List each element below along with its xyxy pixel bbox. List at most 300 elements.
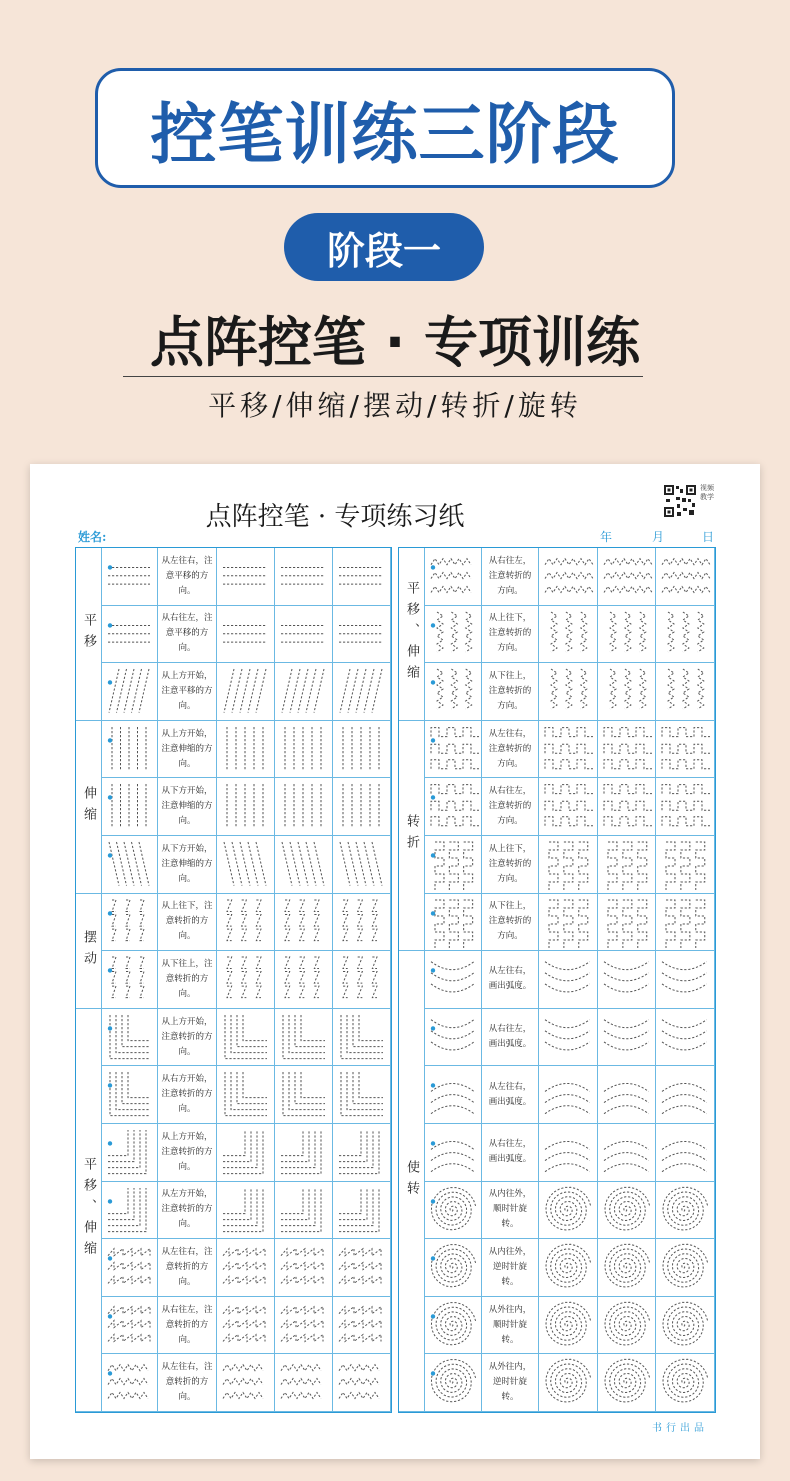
practice-cell[interactable] bbox=[656, 778, 715, 836]
practice-cell[interactable] bbox=[333, 606, 391, 664]
practice-cell[interactable] bbox=[539, 606, 598, 664]
instruction-text: 从下往上，注意转折的方向。 bbox=[488, 901, 532, 942]
category-label: 使转 bbox=[404, 1160, 419, 1203]
practice-cell[interactable] bbox=[217, 1066, 275, 1124]
vline-trace-icon bbox=[217, 721, 273, 777]
example-cell bbox=[425, 1066, 482, 1124]
spiral-trace-icon bbox=[656, 1182, 713, 1238]
example-cell bbox=[425, 894, 482, 952]
arcdown-trace-icon bbox=[598, 1009, 655, 1065]
spiral-trace-icon bbox=[656, 1297, 713, 1353]
corner2-trace-icon bbox=[333, 1124, 389, 1180]
practice-cell[interactable] bbox=[275, 663, 333, 721]
main-title-box bbox=[95, 68, 675, 188]
practice-cell[interactable] bbox=[656, 894, 715, 952]
practice-cell[interactable] bbox=[656, 721, 715, 779]
practice-cell[interactable] bbox=[598, 836, 657, 894]
example-cell bbox=[425, 778, 482, 836]
left-category-3 bbox=[76, 1009, 102, 1412]
instruction-text: 从内往外，顺时针旋转。 bbox=[488, 1189, 532, 1230]
instruction-text: 从外往内，逆时针旋转。 bbox=[488, 1362, 532, 1403]
zig-trace-icon bbox=[333, 951, 389, 1007]
practice-cell[interactable] bbox=[598, 1354, 657, 1412]
instruction-cell bbox=[158, 1009, 217, 1067]
instruction-cell bbox=[158, 721, 217, 779]
main-title: 控笔训练三阶段 bbox=[150, 95, 620, 173]
corner-trace-icon bbox=[275, 1066, 331, 1122]
instruction-text: 从左往右，注意转折的方向。 bbox=[161, 1246, 213, 1287]
hline-pattern-icon bbox=[102, 548, 156, 604]
spiral-trace-icon bbox=[598, 1182, 655, 1238]
practice-cell[interactable] bbox=[217, 1182, 275, 1240]
instruction-cell bbox=[482, 778, 539, 836]
instruction-cell bbox=[158, 1354, 217, 1412]
practice-cell[interactable] bbox=[275, 606, 333, 664]
practice-cell[interactable] bbox=[275, 1009, 333, 1067]
wave-pattern-icon bbox=[102, 1354, 156, 1410]
zig-pattern-icon bbox=[102, 951, 156, 1007]
practice-cell[interactable] bbox=[275, 778, 333, 836]
instruction-cell bbox=[482, 1124, 539, 1182]
slant2-pattern-icon bbox=[102, 836, 156, 892]
left-category-0 bbox=[76, 548, 102, 721]
instruction-cell bbox=[158, 1239, 217, 1297]
meander-pattern-icon bbox=[425, 721, 480, 777]
stage-badge: 阶段一 bbox=[284, 213, 484, 281]
practice-cell[interactable] bbox=[656, 1239, 715, 1297]
practice-cell[interactable] bbox=[333, 778, 391, 836]
instruction-text: 从右往左，画出弧度。 bbox=[488, 1139, 532, 1165]
practice-cell[interactable] bbox=[656, 1297, 715, 1355]
corner-trace-icon bbox=[333, 1009, 389, 1065]
instruction-text: 从上方开始，注意转折的方向。 bbox=[161, 1016, 213, 1057]
practice-cell[interactable] bbox=[598, 951, 657, 1009]
wave-trace-icon bbox=[217, 1354, 273, 1410]
slant-trace-icon bbox=[333, 663, 389, 719]
instruction-cell bbox=[482, 894, 539, 952]
practice-cell[interactable] bbox=[539, 1297, 598, 1355]
practice-cell[interactable] bbox=[598, 778, 657, 836]
category-label: 伸缩 bbox=[81, 785, 96, 828]
zig-pattern-icon bbox=[102, 894, 156, 950]
spiral-trace-icon bbox=[598, 1354, 655, 1410]
practice-cell[interactable] bbox=[598, 1124, 657, 1182]
vline-trace-icon bbox=[217, 778, 273, 834]
practice-cell[interactable] bbox=[539, 1239, 598, 1297]
meander-trace-icon bbox=[656, 778, 713, 834]
spiral-trace-icon bbox=[598, 1297, 655, 1353]
vzig-trace-icon bbox=[598, 663, 655, 719]
corner2-trace-icon bbox=[333, 1182, 389, 1238]
meander-trace-icon bbox=[656, 721, 713, 777]
corner-pattern-icon bbox=[102, 1009, 156, 1065]
arcup-trace-icon bbox=[656, 1066, 713, 1122]
arcup-trace-icon bbox=[598, 1066, 655, 1122]
instruction-text: 从下往上，注意转折的方向。 bbox=[161, 958, 213, 999]
category-label: 平移、伸缩 bbox=[81, 1157, 96, 1263]
zig-trace-icon bbox=[333, 894, 389, 950]
zig-trace-icon bbox=[275, 951, 331, 1007]
saw-trace-icon bbox=[217, 1239, 273, 1295]
practice-cell[interactable] bbox=[275, 721, 333, 779]
practice-cell[interactable] bbox=[333, 951, 391, 1009]
slant-trace-icon bbox=[217, 663, 273, 719]
practice-cell[interactable] bbox=[217, 1354, 275, 1412]
practice-cell[interactable] bbox=[217, 778, 275, 836]
instruction-text: 从左往右，注意转折的方向。 bbox=[488, 728, 532, 769]
zig-trace-icon bbox=[275, 894, 331, 950]
instruction-cell bbox=[482, 548, 539, 606]
practice-cell[interactable] bbox=[275, 1239, 333, 1297]
instruction-cell bbox=[158, 548, 217, 606]
instruction-text: 从左往右，画出弧度。 bbox=[488, 966, 532, 992]
practice-cell[interactable] bbox=[217, 836, 275, 894]
practice-cell[interactable] bbox=[539, 951, 598, 1009]
left-category-2 bbox=[76, 894, 102, 1009]
meander-trace-icon bbox=[598, 778, 655, 834]
spiral-pattern-icon bbox=[425, 1239, 480, 1295]
instruction-text: 从上方开始，注意平移的方向。 bbox=[161, 670, 213, 711]
example-cell bbox=[102, 1124, 158, 1182]
vzig-trace-icon bbox=[539, 606, 596, 662]
practice-cell[interactable] bbox=[275, 894, 333, 952]
hline-trace-icon bbox=[275, 548, 331, 604]
example-cell bbox=[102, 1182, 158, 1240]
arcdown-pattern-icon bbox=[425, 951, 480, 1007]
vmeander-trace-icon bbox=[598, 894, 655, 950]
example-cell bbox=[425, 606, 482, 664]
practice-cell[interactable] bbox=[598, 606, 657, 664]
meander-pattern-icon bbox=[425, 778, 480, 834]
spiral-trace-icon bbox=[656, 1239, 713, 1295]
corner2-pattern-icon bbox=[102, 1124, 156, 1180]
spiral-trace-icon bbox=[539, 1239, 596, 1295]
practice-cell[interactable] bbox=[598, 1182, 657, 1240]
practice-cell[interactable] bbox=[539, 836, 598, 894]
subtitle: 点阵控笔 · 专项训练 bbox=[149, 311, 641, 374]
spiral-trace-icon bbox=[539, 1182, 596, 1238]
wave-trace-icon bbox=[539, 548, 596, 604]
instruction-text: 从上往下，注意转折的方向。 bbox=[488, 843, 532, 884]
arcdown-pattern-icon bbox=[425, 1009, 480, 1065]
example-cell bbox=[425, 836, 482, 894]
practice-cell[interactable] bbox=[217, 951, 275, 1009]
vmeander-pattern-icon bbox=[425, 894, 480, 950]
practice-cell[interactable] bbox=[656, 1354, 715, 1412]
vzig-trace-icon bbox=[598, 606, 655, 662]
instruction-text: 从右方开始，注意转折的方向。 bbox=[161, 1074, 213, 1115]
vline-pattern-icon bbox=[102, 721, 156, 777]
saw-trace-icon bbox=[333, 1297, 389, 1353]
instruction-text: 从右往左，注意转折的方向。 bbox=[161, 1304, 213, 1345]
example-cell bbox=[102, 836, 158, 894]
practice-cell[interactable] bbox=[275, 1066, 333, 1124]
saw-trace-icon bbox=[275, 1297, 331, 1353]
practice-cell[interactable] bbox=[656, 1124, 715, 1182]
instruction-cell bbox=[158, 951, 217, 1009]
vzig-trace-icon bbox=[539, 663, 596, 719]
example-cell bbox=[425, 663, 482, 721]
example-cell bbox=[425, 721, 482, 779]
instruction-text: 从右往左，注意转折的方向。 bbox=[488, 786, 532, 827]
left-category-1 bbox=[76, 721, 102, 894]
practice-cell[interactable] bbox=[656, 836, 715, 894]
instruction-cell bbox=[482, 836, 539, 894]
zig-trace-icon bbox=[217, 894, 273, 950]
practice-cell[interactable] bbox=[539, 778, 598, 836]
practice-cell[interactable] bbox=[333, 1354, 391, 1412]
right-category-1 bbox=[399, 721, 425, 951]
hline-trace-icon bbox=[217, 606, 273, 662]
example-cell bbox=[425, 951, 482, 1009]
corner-trace-icon bbox=[275, 1009, 331, 1065]
example-cell bbox=[102, 1297, 158, 1355]
example-cell bbox=[102, 1239, 158, 1297]
practice-cell[interactable] bbox=[333, 836, 391, 894]
instruction-cell bbox=[482, 1354, 539, 1412]
practice-sheet bbox=[30, 464, 760, 1459]
example-cell bbox=[102, 1354, 158, 1412]
instruction-text: 从右往左，注意转折的方向。 bbox=[488, 555, 532, 596]
example-cell bbox=[425, 1297, 482, 1355]
practice-cell[interactable] bbox=[539, 548, 598, 606]
practice-cell[interactable] bbox=[275, 1124, 333, 1182]
arcdown-trace-icon bbox=[539, 951, 596, 1007]
corner-trace-icon bbox=[217, 1066, 273, 1122]
instruction-cell bbox=[158, 1124, 217, 1182]
instruction-text: 从上方开始，注意转折的方向。 bbox=[161, 1131, 213, 1172]
spiral-pattern-icon bbox=[425, 1297, 480, 1353]
instruction-cell bbox=[158, 606, 217, 664]
spiral-trace-icon bbox=[539, 1354, 596, 1410]
instruction-text: 从外往内，顺时针旋转。 bbox=[488, 1304, 532, 1345]
practice-cell[interactable] bbox=[598, 894, 657, 952]
right-category-0 bbox=[399, 548, 425, 721]
instruction-text: 从上往下，注意转折的方向。 bbox=[488, 613, 532, 654]
practice-cell[interactable] bbox=[217, 1009, 275, 1067]
practice-cell[interactable] bbox=[656, 548, 715, 606]
corner2-pattern-icon bbox=[102, 1182, 156, 1238]
instruction-text: 从右往左，注意平移的方向。 bbox=[161, 613, 213, 654]
practice-cell[interactable] bbox=[598, 721, 657, 779]
practice-cell[interactable] bbox=[275, 548, 333, 606]
category-label: 转折 bbox=[404, 814, 419, 857]
example-cell bbox=[102, 606, 158, 664]
meander-trace-icon bbox=[539, 721, 596, 777]
instruction-text: 从上往下，注意转折的方向。 bbox=[161, 901, 213, 942]
meander-trace-icon bbox=[539, 778, 596, 834]
instruction-cell bbox=[158, 894, 217, 952]
arcup-trace-icon bbox=[656, 1124, 713, 1180]
practice-cell[interactable] bbox=[217, 721, 275, 779]
right-panel bbox=[398, 547, 716, 1413]
vmeander-trace-icon bbox=[656, 894, 713, 950]
vline-trace-icon bbox=[333, 721, 389, 777]
hline-pattern-icon bbox=[102, 606, 156, 662]
instruction-cell bbox=[482, 1066, 539, 1124]
date-month: 月 bbox=[652, 530, 665, 544]
wave-trace-icon bbox=[598, 548, 655, 604]
arcdown-trace-icon bbox=[598, 951, 655, 1007]
category-label: 摆动 bbox=[81, 929, 96, 972]
slant-trace-icon bbox=[275, 663, 331, 719]
practice-cell[interactable] bbox=[598, 548, 657, 606]
wave-trace-icon bbox=[333, 1354, 389, 1410]
practice-cell[interactable] bbox=[275, 951, 333, 1009]
practice-cell[interactable] bbox=[217, 606, 275, 664]
practice-cell[interactable] bbox=[333, 663, 391, 721]
divider bbox=[123, 376, 643, 377]
spiral-trace-icon bbox=[539, 1297, 596, 1353]
practice-cell[interactable] bbox=[539, 663, 598, 721]
arcup-pattern-icon bbox=[425, 1124, 480, 1180]
practice-cell[interactable] bbox=[539, 1354, 598, 1412]
practice-cell[interactable] bbox=[539, 894, 598, 952]
wave-pattern-icon bbox=[425, 548, 480, 604]
example-cell bbox=[102, 663, 158, 721]
practice-cell[interactable] bbox=[217, 663, 275, 721]
vmeander-trace-icon bbox=[656, 836, 713, 892]
practice-cell[interactable] bbox=[217, 1297, 275, 1355]
practice-cell[interactable] bbox=[333, 1066, 391, 1124]
right-category-2 bbox=[399, 951, 425, 1412]
corner2-trace-icon bbox=[217, 1124, 273, 1180]
category-label: 平移 bbox=[81, 612, 96, 655]
practice-cell[interactable] bbox=[656, 606, 715, 664]
practice-cell[interactable] bbox=[539, 1182, 598, 1240]
saw-pattern-icon bbox=[102, 1239, 156, 1295]
example-cell bbox=[102, 1009, 158, 1067]
arcup-trace-icon bbox=[539, 1124, 596, 1180]
instruction-cell bbox=[158, 778, 217, 836]
saw-pattern-icon bbox=[102, 1297, 156, 1353]
practice-cell[interactable] bbox=[539, 1124, 598, 1182]
corner2-trace-icon bbox=[275, 1124, 331, 1180]
saw-trace-icon bbox=[217, 1297, 273, 1353]
instruction-text: 从左方开始，注意转折的方向。 bbox=[161, 1189, 213, 1230]
practice-cell[interactable] bbox=[333, 548, 391, 606]
spiral-pattern-icon bbox=[425, 1354, 480, 1410]
instruction-cell bbox=[158, 663, 217, 721]
practice-cell[interactable] bbox=[217, 894, 275, 952]
meander-trace-icon bbox=[598, 721, 655, 777]
slant2-trace-icon bbox=[217, 836, 273, 892]
corner-pattern-icon bbox=[102, 1066, 156, 1122]
practice-cell[interactable] bbox=[333, 1297, 391, 1355]
practice-cell[interactable] bbox=[333, 721, 391, 779]
instruction-text: 从下方开始，注意伸缩的方向。 bbox=[161, 843, 213, 884]
practice-cell[interactable] bbox=[275, 1354, 333, 1412]
saw-trace-icon bbox=[333, 1239, 389, 1295]
practice-cell[interactable] bbox=[275, 836, 333, 894]
practice-cell[interactable] bbox=[539, 1066, 598, 1124]
instruction-text: 从下方开始，注意伸缩的方向。 bbox=[161, 786, 213, 827]
vline-trace-icon bbox=[275, 721, 331, 777]
instruction-text: 从下往上，注意转折的方向。 bbox=[488, 670, 532, 711]
example-cell bbox=[425, 1239, 482, 1297]
vmeander-trace-icon bbox=[598, 836, 655, 892]
practice-cell[interactable] bbox=[333, 1182, 391, 1240]
instruction-text: 从左往右，注意转折的方向。 bbox=[161, 1362, 213, 1403]
example-cell bbox=[102, 548, 158, 606]
instruction-text: 从右往左，画出弧度。 bbox=[488, 1024, 532, 1050]
zig-trace-icon bbox=[217, 951, 273, 1007]
practice-cell[interactable] bbox=[656, 1182, 715, 1240]
example-cell bbox=[425, 1354, 482, 1412]
category-label: 平移、伸缩 bbox=[404, 581, 419, 687]
arcup-trace-icon bbox=[598, 1124, 655, 1180]
skills-list: 平移/伸缩/摆动/转折/旋转 bbox=[208, 389, 582, 422]
vmeander-trace-icon bbox=[539, 894, 596, 950]
practice-cell[interactable] bbox=[656, 1009, 715, 1067]
practice-cell[interactable] bbox=[217, 1124, 275, 1182]
practice-cell[interactable] bbox=[333, 1239, 391, 1297]
example-cell bbox=[102, 721, 158, 779]
practice-cell[interactable] bbox=[598, 1239, 657, 1297]
example-cell bbox=[102, 1066, 158, 1124]
hline-trace-icon bbox=[333, 548, 389, 604]
corner2-trace-icon bbox=[217, 1182, 273, 1238]
instruction-cell bbox=[158, 836, 217, 894]
practice-cell[interactable] bbox=[598, 1066, 657, 1124]
practice-cell[interactable] bbox=[333, 1124, 391, 1182]
instruction-cell bbox=[482, 951, 539, 1009]
practice-cell[interactable] bbox=[275, 1182, 333, 1240]
name-label: 姓名: bbox=[78, 530, 107, 544]
instruction-cell bbox=[482, 1182, 539, 1240]
practice-cell[interactable] bbox=[656, 663, 715, 721]
instruction-text: 从上方开始，注意伸缩的方向。 bbox=[161, 728, 213, 769]
wave-trace-icon bbox=[275, 1354, 331, 1410]
instruction-cell bbox=[482, 1239, 539, 1297]
vline-trace-icon bbox=[275, 778, 331, 834]
practice-cell[interactable] bbox=[656, 1066, 715, 1124]
vzig-trace-icon bbox=[656, 606, 713, 662]
practice-cell[interactable] bbox=[656, 951, 715, 1009]
practice-cell[interactable] bbox=[217, 548, 275, 606]
qr-code-icon bbox=[663, 484, 697, 518]
date-year: 年 bbox=[600, 530, 613, 544]
instruction-cell bbox=[482, 663, 539, 721]
instruction-cell bbox=[158, 1182, 217, 1240]
instruction-cell bbox=[158, 1066, 217, 1124]
arcdown-trace-icon bbox=[656, 951, 713, 1007]
instruction-cell bbox=[482, 721, 539, 779]
sheet-title: 点阵控笔 · 专项练习纸 bbox=[205, 502, 465, 532]
practice-cell[interactable] bbox=[598, 1297, 657, 1355]
practice-cell[interactable] bbox=[598, 1009, 657, 1067]
instruction-text: 从左往右，画出弧度。 bbox=[488, 1081, 532, 1107]
qr-caption: 视频教学 bbox=[700, 484, 714, 501]
practice-cell[interactable] bbox=[217, 1239, 275, 1297]
practice-cell[interactable] bbox=[333, 1009, 391, 1067]
spiral-trace-icon bbox=[656, 1354, 713, 1410]
hline-trace-icon bbox=[217, 548, 273, 604]
instruction-cell bbox=[482, 606, 539, 664]
corner2-trace-icon bbox=[275, 1182, 331, 1238]
practice-cell[interactable] bbox=[275, 1297, 333, 1355]
practice-cell[interactable] bbox=[333, 894, 391, 952]
example-cell bbox=[102, 778, 158, 836]
practice-cell[interactable] bbox=[539, 1009, 598, 1067]
practice-cell[interactable] bbox=[539, 721, 598, 779]
instruction-text: 从内往外，逆时针旋转。 bbox=[488, 1246, 532, 1287]
instruction-cell bbox=[482, 1297, 539, 1355]
slant-pattern-icon bbox=[102, 663, 156, 719]
practice-cell[interactable] bbox=[598, 663, 657, 721]
hline-trace-icon bbox=[333, 606, 389, 662]
example-cell bbox=[102, 894, 158, 952]
